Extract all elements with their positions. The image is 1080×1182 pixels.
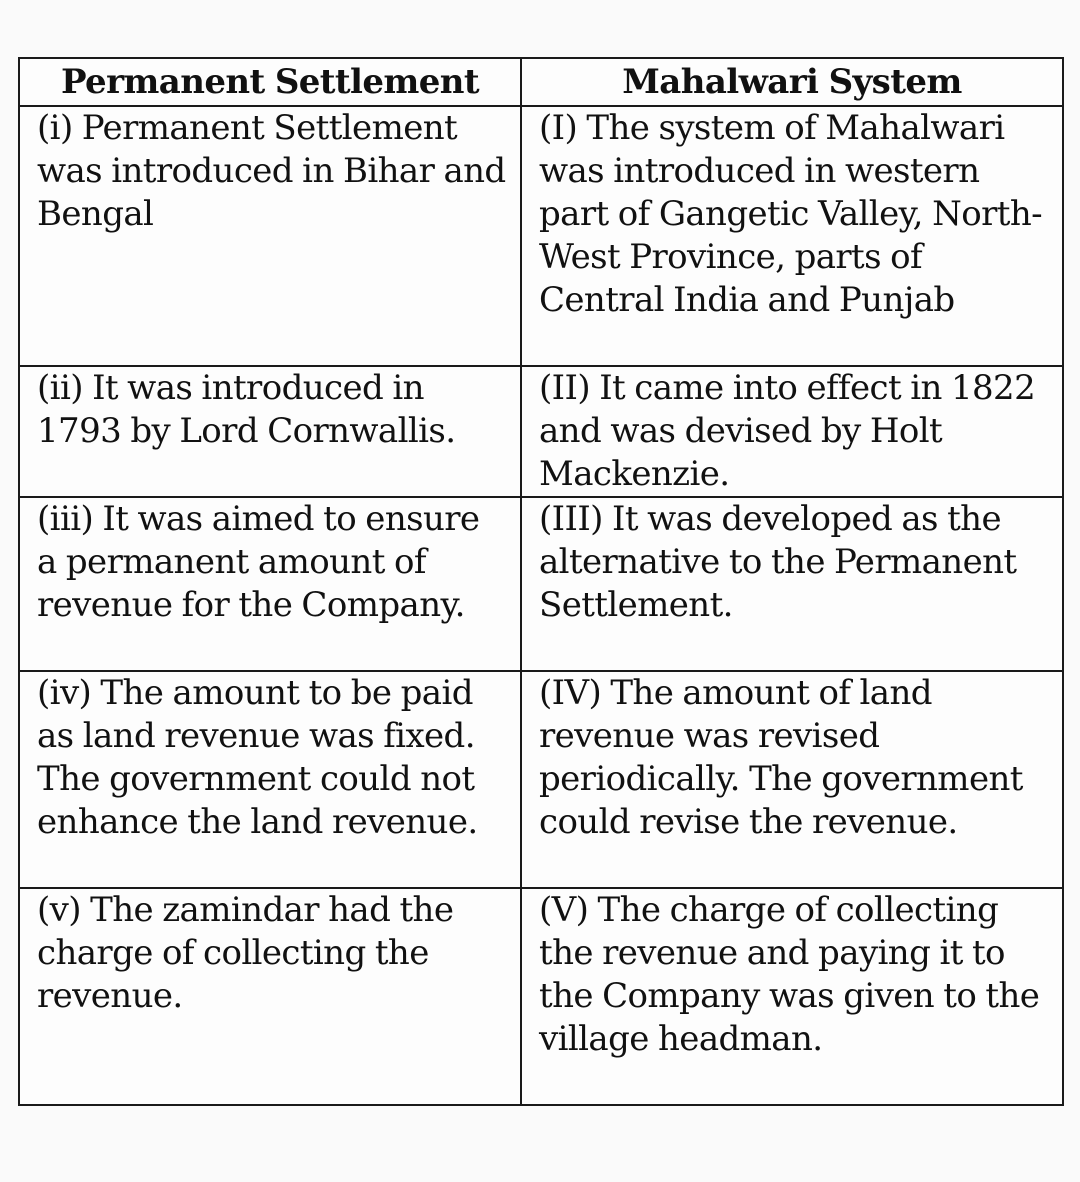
permanent-settlement-cell: (v) The zamindar had the charge of collecting the revenue. (19, 888, 521, 1105)
header-mahalwari-system: Mahalwari System (521, 58, 1063, 106)
table-row (19, 888, 1063, 1105)
mahalwari-cell: (V) The charge of collecting the revenue and paying it to the Company was given to the village headman. (521, 888, 1063, 1105)
mahalwari-cell: (IV) The amount of land revenue was revised periodically. The government could revise the revenue. (521, 671, 1063, 888)
header-row (19, 58, 1063, 106)
header-permanent-settlement: Permanent Settlement (19, 58, 521, 106)
table-row (19, 671, 1063, 888)
mahalwari-cell: (III) It was developed as the alternative to the Permanent Settlement. (521, 497, 1063, 671)
mahalwari-cell: (I) The system of Mahalwari was introduced in western part of Gangetic Valley, North-West Province, parts of Central India and Punjab (521, 106, 1063, 366)
table-row (19, 497, 1063, 671)
permanent-settlement-cell: (ii) It was introduced in 1793 by Lord Cornwallis. (19, 366, 521, 497)
mahalwari-cell: (II) It came into effect in 1822 and was devised by Holt Mackenzie. (521, 366, 1063, 497)
permanent-settlement-cell: (i) Permanent Settlement was introduced in Bihar and Bengal (19, 106, 521, 366)
comparison-table (18, 57, 1064, 1106)
permanent-settlement-cell: (iv) The amount to be paid as land revenue was fixed. The government could not enhance the land revenue. (19, 671, 521, 888)
permanent-settlement-cell: (iii) It was aimed to ensure a permanent amount of revenue for the Company. (19, 497, 521, 671)
table-row (19, 106, 1063, 366)
table-row (19, 366, 1063, 497)
